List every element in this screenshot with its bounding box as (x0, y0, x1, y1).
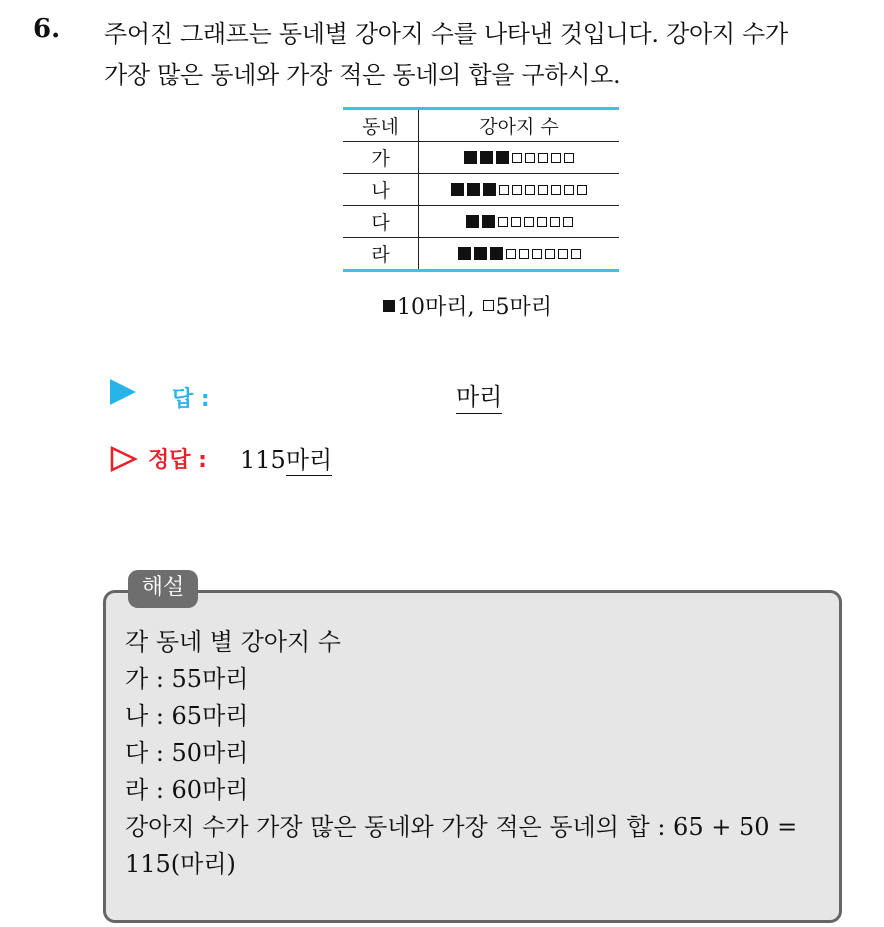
empty-square-icon (511, 217, 521, 227)
pictogram-icons (458, 238, 581, 269)
table-row (343, 142, 619, 174)
empty-square-icon (512, 153, 522, 163)
table-row (343, 174, 619, 206)
empty-square-icon (571, 249, 581, 259)
correct-answer (240, 440, 332, 475)
table-row (343, 238, 619, 271)
question-text-line-1: 주어진 그래프는 동네별 강아지 수를 나타낸 것입니다. 강아지 수가 (104, 20, 788, 48)
empty-square-icon (537, 217, 547, 227)
correct-answer-unit: 마리 (285, 446, 333, 474)
filled-square-icon (480, 151, 493, 164)
empty-square-icon (551, 153, 561, 163)
explanation-line: 115(마리) (125, 850, 236, 878)
town-cell: 다 (343, 206, 419, 238)
filled-triangle-icon (110, 379, 136, 405)
question-number: 6. (33, 14, 61, 44)
empty-square-icon (483, 300, 494, 311)
filled-square-icon (482, 215, 495, 228)
empty-square-icon (524, 217, 534, 227)
filled-square-icon (451, 183, 464, 196)
town-cell: 라 (343, 238, 419, 271)
empty-square-icon (499, 185, 509, 195)
legend-big-label: 10마리, (397, 295, 475, 320)
explanation-line: 각 동네 별 강아지 수 (125, 628, 341, 656)
pictograph-table (343, 107, 619, 272)
explanation-line: 다 : 50마리 (125, 739, 249, 767)
explanation-tab: 해설 (128, 570, 198, 608)
empty-square-icon (525, 185, 535, 195)
empty-square-icon (564, 185, 574, 195)
empty-square-icon (550, 217, 560, 227)
town-cell: 가 (343, 142, 419, 174)
empty-square-icon (538, 153, 548, 163)
header-town: 동네 (343, 109, 419, 142)
correct-answer-value: 115 (240, 446, 286, 474)
filled-square-icon (383, 300, 395, 312)
header-dog-count: 강아지 수 (419, 109, 620, 142)
empty-square-icon (538, 185, 548, 195)
explanation-line: 강아지 수가 가장 많은 동네와 가장 적은 동네의 합 : 65 + 50 = (125, 813, 798, 841)
empty-square-icon (577, 185, 587, 195)
empty-square-icon (532, 249, 542, 259)
empty-square-icon (545, 249, 555, 259)
table-row (343, 206, 619, 238)
empty-square-icon (519, 249, 529, 259)
empty-square-icon (563, 217, 573, 227)
pictogram-icons (466, 206, 573, 237)
explanation-line: 라 : 60마리 (125, 776, 249, 804)
pictograph-legend (383, 290, 552, 321)
question-text-line-2: 가장 많은 동네와 가장 적은 동네의 합을 구하시오. (104, 61, 621, 89)
filled-square-icon (483, 183, 496, 196)
empty-square-icon (498, 217, 508, 227)
answer-unit: 마리 (456, 377, 502, 414)
answer-label: 답 : (172, 387, 210, 412)
town-cell: 나 (343, 174, 419, 206)
empty-square-icon (512, 185, 522, 195)
explanation-line: 나 : 65마리 (125, 702, 249, 730)
explanation-text (125, 624, 797, 883)
filled-square-icon (466, 215, 479, 228)
outline-triangle-icon (110, 446, 138, 472)
empty-square-icon (506, 249, 516, 259)
pictogram-icons (451, 174, 587, 205)
table-header-row (343, 109, 619, 142)
empty-square-icon (525, 153, 535, 163)
legend-small-label: 5마리 (495, 295, 553, 320)
pictogram-icons (464, 142, 574, 173)
filled-square-icon (458, 247, 471, 260)
filled-square-icon (496, 151, 509, 164)
filled-square-icon (464, 151, 477, 164)
answer-marker (110, 379, 136, 405)
empty-square-icon (564, 153, 574, 163)
correct-answer-label: 정답 : (148, 448, 207, 473)
empty-square-icon (558, 249, 568, 259)
filled-square-icon (474, 247, 487, 260)
explanation-line: 가 : 55마리 (125, 665, 249, 693)
filled-square-icon (467, 183, 480, 196)
filled-square-icon (490, 247, 503, 260)
empty-square-icon (551, 185, 561, 195)
